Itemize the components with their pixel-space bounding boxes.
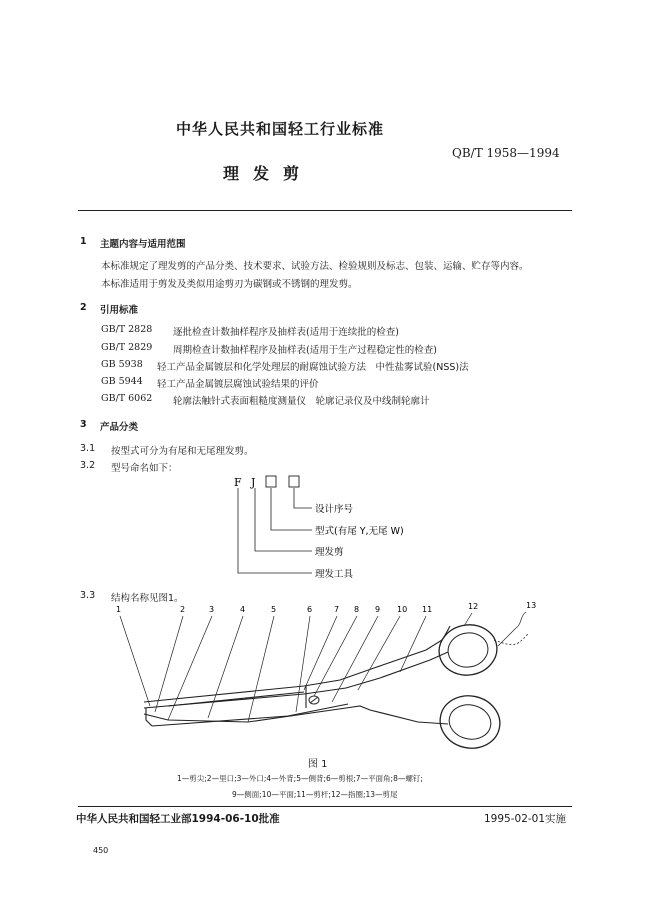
- ref-code: GB/T 2828: [101, 324, 153, 335]
- callout-label: 8: [354, 605, 360, 614]
- model-box-type: [266, 476, 276, 487]
- ref-code: GB/T 6062: [101, 393, 153, 404]
- page-number: 450: [93, 846, 109, 855]
- ref-title: 轻工产品金属镀层腐蚀试验结果的评价: [157, 379, 319, 390]
- model-label-serial: 设计序号: [315, 504, 354, 515]
- ref-title: 轮廓法触针式表面粗糙度测量仪 轮廓记录仪及中线制轮廓计: [173, 396, 430, 407]
- callout-label: 5: [271, 605, 277, 614]
- model-label-type: 型式(有尾 Y,无尾 W): [315, 526, 404, 537]
- model-label-scissors: 理发剪: [315, 547, 344, 558]
- scissors-figure: [108, 594, 548, 754]
- section-1-number: 1: [80, 236, 87, 247]
- upper-blade: [144, 626, 450, 708]
- clause-3-1-text: 按型式可分为有尾和无尾理发剪。: [111, 446, 254, 457]
- callout-label: 9: [375, 605, 381, 614]
- ref-code: GB 5944: [101, 376, 143, 387]
- document-title: 理发剪: [223, 164, 314, 183]
- pivot-screw: [309, 696, 319, 704]
- section-1-heading: 主题内容与适用范围: [100, 239, 186, 250]
- figure-legend-line-2: 9—侧面;10—平面;11—剪杆;12—指圈;13—剪尾: [232, 790, 398, 799]
- lower-blade: [144, 686, 448, 726]
- approval-line: 中华人民共和国轻工业部1994-06-10批准: [76, 813, 280, 825]
- callout-label: 12: [468, 602, 479, 611]
- lower-finger-ring: [435, 690, 505, 753]
- section-1-para-1: 本标准规定了理发剪的产品分类、技术要求、试验方法、检验规则及标志、包装、运输、贮存等内容。: [101, 261, 529, 272]
- callout-label: 1: [116, 605, 122, 614]
- figure-caption: 图 1: [308, 759, 328, 770]
- callout-label: 13: [526, 601, 537, 610]
- footer-rule: [78, 806, 572, 807]
- model-letter-f: F: [234, 476, 242, 489]
- callout-label: 4: [240, 605, 246, 614]
- header-rule: [78, 210, 572, 211]
- callout-label: 7: [334, 605, 340, 614]
- clause-3-2-text: 型号命名如下：: [111, 463, 178, 474]
- standard-number: QB/T 1958—1994: [452, 146, 560, 160]
- section-2-number: 2: [80, 302, 87, 313]
- callout-label: 10: [397, 605, 408, 614]
- section-2-heading: 引用标准: [100, 305, 139, 316]
- callout-label: 6: [307, 605, 313, 614]
- callout-label: 11: [422, 605, 433, 614]
- model-connector-lines: [238, 488, 312, 573]
- clause-3-1-number: 3.1: [80, 443, 96, 454]
- clause-3-2-number: 3.2: [80, 460, 96, 471]
- ref-code: GB 5938: [101, 359, 143, 370]
- ref-title: 轻工产品金属镀层和化学处理层的耐腐蚀试验方法 中性盐雾试验(NSS)法: [157, 362, 469, 373]
- model-label-tool: 理发工具: [315, 569, 354, 580]
- ref-title: 逐批检查计数抽样程序及抽样表(适用于连续批的检查): [173, 327, 399, 338]
- ref-code: GB/T 2829: [101, 342, 153, 353]
- model-code-diagram: [228, 472, 438, 582]
- model-box-serial: [289, 476, 299, 487]
- upper-finger-ring: [435, 620, 501, 679]
- effective-date: 1995-02-01实施: [484, 813, 567, 825]
- section-1-para-2: 本标准适用于剪发及类似用途剪刃为碳钢或不锈钢的理发剪。: [101, 279, 358, 290]
- ref-title: 周期检查计数抽样程序及抽样表(适用于生产过程稳定性的检查): [173, 345, 437, 356]
- callout-label: 2: [180, 605, 186, 614]
- scissors-tail: [494, 634, 528, 645]
- org-title: 中华人民共和国轻工行业标准: [176, 120, 385, 138]
- section-3-heading: 产品分类: [100, 422, 139, 433]
- callout-label: 3: [209, 605, 215, 614]
- section-3-number: 3: [80, 419, 87, 430]
- model-letter-j: J: [251, 476, 256, 489]
- clause-3-3-number: 3.3: [80, 590, 96, 601]
- figure-legend-line-1: 1—剪尖;2—里口;3—外口;4—外背;5—侧背;6—剪根;7—平面角;8—螺钉;: [177, 774, 423, 783]
- clause-3-3-text: 结构名称见图1。: [111, 593, 184, 604]
